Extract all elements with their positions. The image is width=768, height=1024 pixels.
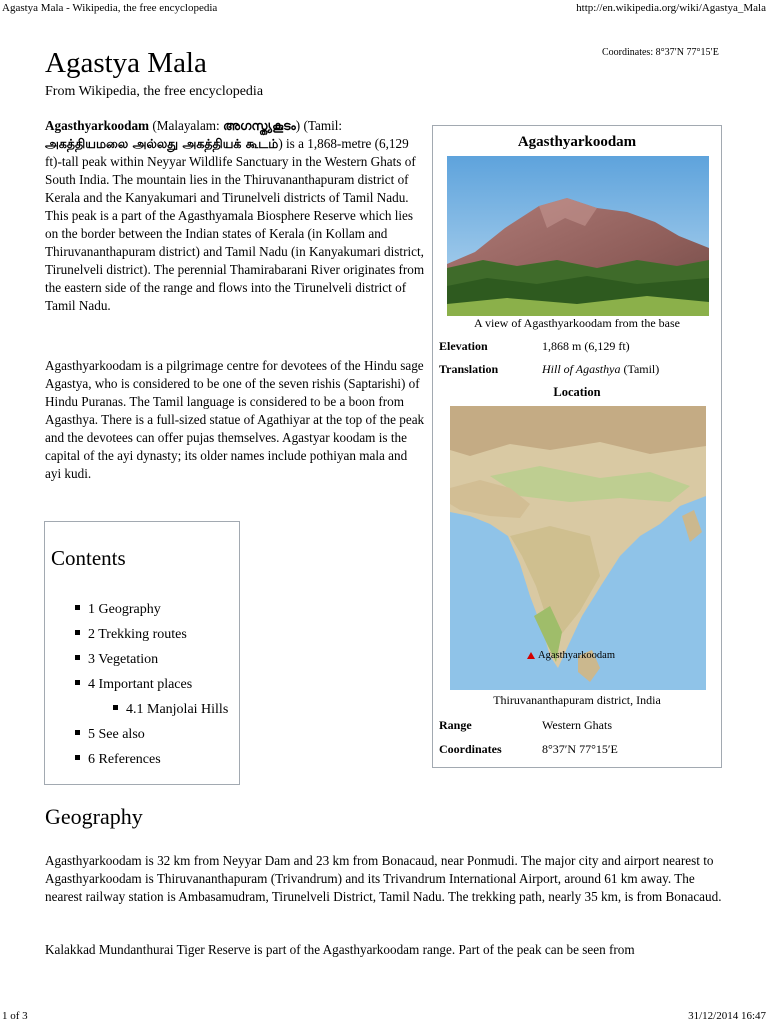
infobox-title: Agasthyarkoodam bbox=[517, 134, 637, 150]
intro-rest: ) is a 1,868-metre (6,129 ft)-tall peak within Neyyar Wildlife Sanctuary in the Western Ghats of South India. The mountain lies in the Thiruvananthapuram district of Kerala and the Kanyakumari and Tirunelveli districts of Tamil Nadu. This peak is a part of the Agasthyamala Biosphere Reserve which lies on the border between the Indian states of Kerala (in Kollam and Thiruvananthapuram district) and Tamil Nadu (in Kanyakumari district, Tirunelveli district). The perennial Thamirabarani River originates from the eastern side of the range and flows into the Tirunelveli district of Tamil Nadu. bbox=[45, 136, 425, 313]
translation-label: Translation bbox=[439, 362, 499, 376]
elevation-row bbox=[439, 339, 630, 354]
photo-caption: A view of Agasthyarkoodam from the base bbox=[474, 316, 680, 330]
map-marker-label: Agasthyarkoodam bbox=[538, 650, 615, 661]
tamil-label: ) (Tamil: bbox=[295, 118, 343, 133]
tamil-script: அகத்தியமலை அல்லது அகத்தியக் கூடம் bbox=[45, 136, 279, 151]
range-value[interactable]: Western Ghats bbox=[542, 718, 613, 732]
page-tagline: From Wikipedia, the free encyclopedia bbox=[45, 84, 264, 99]
infobox bbox=[432, 125, 722, 768]
toc-item-geography[interactable]: 1 Geography bbox=[75, 597, 228, 622]
print-header-url: http://en.wikipedia.org/wiki/Agastya_Mala bbox=[576, 2, 766, 14]
geography-paragraph-1: Agasthyarkoodam is 32 km from Neyyar Dam and 23 km from Bonacaud, near Ponmudi. The major city and airport nearest to Agasthyarkoodam is Thiruvananthapuram (Trivandrum) and its Trivandrum International Airport, around 61 km away. The nearest railway station is Ambasamudram, Tirunelveli District, Tamil Nadu. The trekking path, nearly 35 km, is from Bonacaud. bbox=[45, 853, 722, 904]
map-caption: Thiruvananthapuram district, India bbox=[493, 693, 661, 707]
toc-item-vegetation[interactable]: 3 Vegetation bbox=[75, 647, 228, 672]
location-heading: Location bbox=[553, 385, 601, 399]
india-location-map[interactable] bbox=[450, 406, 706, 690]
toc-item-important-places[interactable]: 4 Important places bbox=[75, 672, 228, 697]
range-label: Range bbox=[439, 718, 472, 732]
contents-heading: Contents bbox=[51, 546, 126, 570]
contents-list bbox=[75, 597, 228, 772]
translation-value-rest: (Tamil) bbox=[620, 362, 660, 376]
elevation-label: Elevation bbox=[439, 339, 488, 353]
print-footer-page: 1 of 3 bbox=[2, 1010, 28, 1022]
toc-item-manjolai-hills[interactable]: 4.1 Manjolai Hills bbox=[75, 697, 228, 722]
translation-row bbox=[439, 362, 659, 377]
coordinates-value[interactable]: 8°37′N 77°15′E bbox=[542, 742, 618, 756]
toc-item-references[interactable]: 6 References bbox=[75, 747, 228, 772]
malayalam-label: (Malayalam: bbox=[152, 118, 224, 133]
mountain-photo[interactable] bbox=[447, 156, 709, 316]
elevation-value: 1,868 m (6,129 ft) bbox=[542, 339, 630, 353]
intro-bold-name: Agasthyarkoodam bbox=[45, 118, 150, 133]
print-header-title: Agastya Mala - Wikipedia, the free encyclopedia bbox=[2, 2, 218, 14]
intro-paragraph bbox=[45, 117, 425, 315]
table-of-contents bbox=[44, 521, 240, 785]
toc-item-see-also[interactable]: 5 See also bbox=[75, 722, 228, 747]
range-row bbox=[439, 718, 612, 733]
pilgrimage-paragraph: Agasthyarkoodam is a pilgrimage centre for devotees of the Hindu sage Agastya, who is considered to be one of the seven rishis (Saptarishi) of Hindu Puranas. The Tamil language is considered to be a boon from Agasthya. There is a full-sized statue of Agathiyar at the top of the peak and the devotees can offer pujas themselves. Agastyar koodam is the capital of the ayi dynasty; its older names include pothiyan mala and ayi kudi. bbox=[45, 358, 425, 481]
coordinates-row bbox=[439, 742, 618, 757]
toc-item-trekking-routes[interactable]: 2 Trekking routes bbox=[75, 622, 228, 647]
translation-value-italic: Hill of Agasthya bbox=[542, 362, 621, 376]
print-footer-date: 31/12/2014 16:47 bbox=[688, 1010, 766, 1022]
geography-heading: Geography bbox=[45, 804, 143, 829]
page-title: Agastya Mala bbox=[45, 47, 207, 79]
geography-paragraph-2: Kalakkad Mundanthurai Tiger Reserve is part of the Agasthyarkoodam range. Part of the peak can be seen from bbox=[45, 942, 635, 957]
malayalam-script: അഗസ്ത്യകൂടം bbox=[223, 118, 296, 133]
coordinates-label: Coordinates bbox=[439, 742, 502, 756]
coordinates-link[interactable]: Coordinates: 8°37′N 77°15′E bbox=[602, 47, 719, 58]
